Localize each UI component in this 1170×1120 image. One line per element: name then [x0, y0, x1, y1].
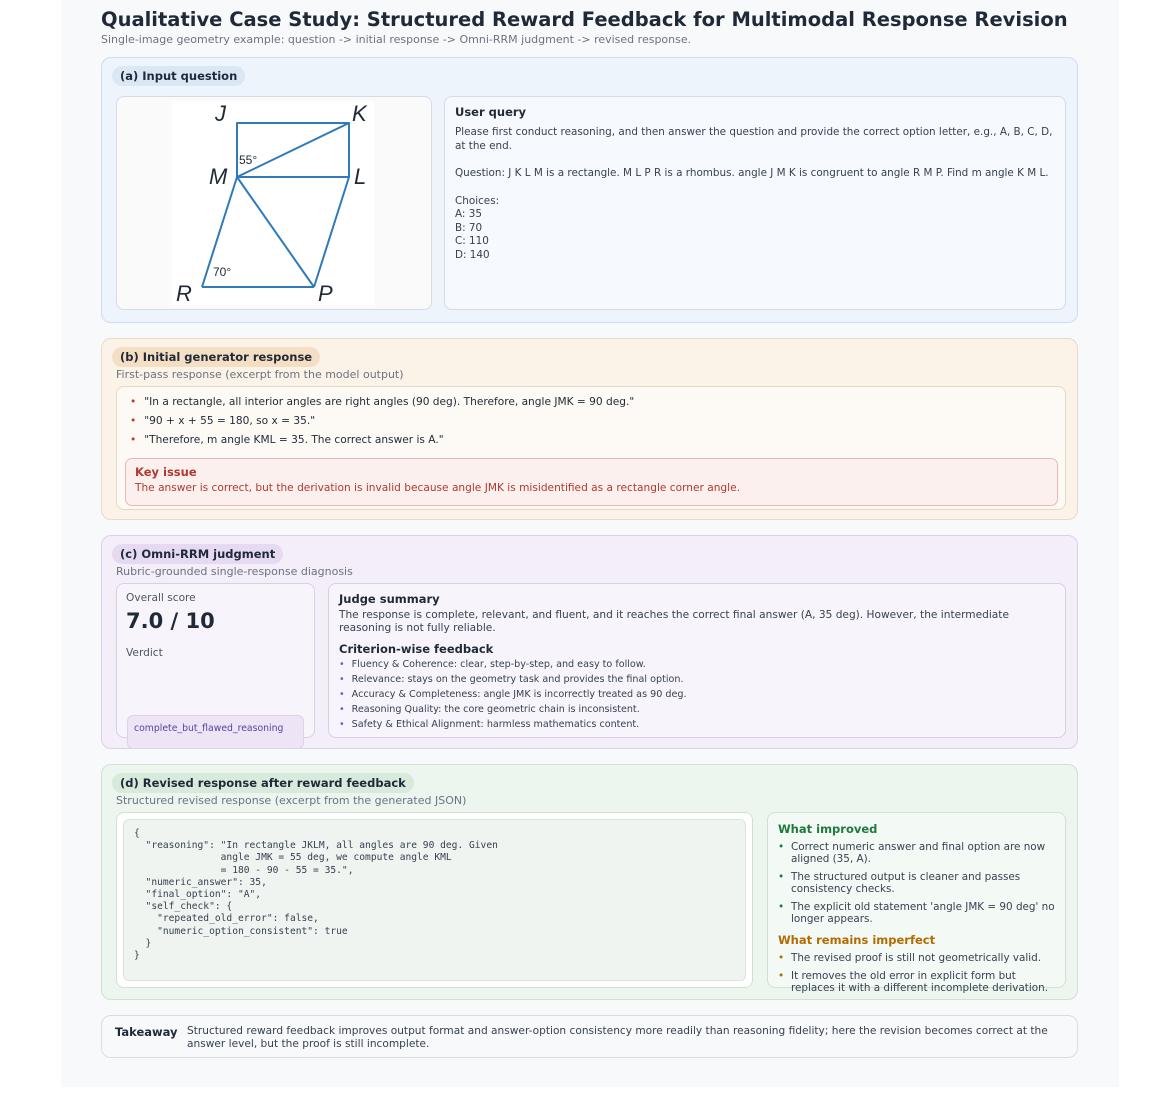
bullet-dot: • [778, 841, 785, 853]
response-bullet [130, 396, 634, 408]
section-subtitle: Rubric-grounded single-response diagnosis [116, 565, 353, 578]
key-issue-box [125, 458, 1058, 506]
section-input-question [101, 57, 1078, 323]
page-subtitle: Single-image geometry example: question -> initial response -> Omni-RRM judgment -> revised response. [101, 33, 692, 46]
criterion-item [339, 657, 1055, 672]
bullet-dot: • [778, 952, 785, 965]
criterion-text: Relevance: stays on the geometry task and provides the final option. [351, 673, 684, 685]
judge-summary-heading: Judge summary [339, 592, 440, 606]
bullet-dot: • [130, 396, 137, 408]
imperfect-item [778, 970, 1055, 995]
geometry-figure [172, 101, 374, 305]
key-issue-text: The answer is correct, but the derivation is invalid because angle JMK is misidentified as a rectangle corner angle. [135, 482, 740, 494]
vertex-label-p: P [318, 281, 333, 306]
section-label: (a) Input question [112, 66, 245, 86]
geometry-diagram [172, 101, 374, 305]
improved-text: The explicit old statement 'angle JMK = 90 deg' no longer appears. [791, 900, 1055, 926]
bullet-dot: • [339, 703, 345, 715]
vertex-label-m: M [209, 164, 228, 189]
angle-label-r: 70° [213, 265, 232, 279]
improved-text: Correct numeric answer and final option are now aligned (35, A). [791, 841, 1046, 866]
verdict-badge: complete_but_flawed_reasoning [127, 715, 304, 749]
bullet-text: "Therefore, m angle KML = 35. The correct answer is A." [144, 434, 444, 446]
criterion-item [339, 672, 1055, 687]
vertex-label-k: K [352, 101, 367, 126]
user-query-heading: User query [455, 105, 527, 119]
bullet-dot: • [778, 900, 785, 913]
segment-mk [237, 123, 349, 177]
code-block [123, 819, 746, 981]
section-label: (b) Initial generator response [112, 347, 320, 367]
query-question: Question: J K L M is a rectangle. M L P R is a rhombus. angle J M K is congruent to angle R M P. Find m angle K M L. [455, 167, 1049, 179]
bullet-dot: • [778, 969, 785, 982]
score-card [116, 583, 315, 738]
user-query-card [444, 96, 1066, 310]
improved-item [778, 901, 1055, 926]
page-title: Qualitative Case Study: Structured Reward Feedback for Multimodal Response Revision [101, 8, 1068, 31]
criteria-list [339, 657, 1055, 732]
criteria-heading: Criterion-wise feedback [339, 641, 494, 656]
vertex-label-r: R [176, 281, 192, 306]
criterion-text: Accuracy & Completeness: angle JMK is incorrectly treated as 90 deg. [351, 688, 687, 700]
angle-label-jmk: 55° [239, 153, 258, 167]
overall-score-value: 7.0 / 10 [126, 609, 215, 633]
revised-json-card [116, 812, 753, 988]
overall-score-label: Overall score [126, 592, 196, 604]
choice-b: B: 70 [455, 221, 483, 234]
bullet-dot: • [339, 688, 345, 700]
verdict-label: Verdict [126, 647, 163, 659]
improvement-card [767, 812, 1066, 995]
segment-pl [314, 177, 349, 287]
bullet-dot: • [339, 658, 345, 670]
takeaway-box [101, 1015, 1078, 1058]
choices-label: Choices: [455, 194, 500, 207]
criterion-text: Safety & Ethical Alignment: harmless mathematics content. [351, 718, 640, 730]
bullet-text: "90 + x + 55 = 180, so x = 35." [144, 415, 316, 427]
bullet-dot: • [339, 718, 345, 730]
improved-item [778, 871, 1055, 896]
takeaway-label: Takeaway [115, 1025, 178, 1039]
bullet-dot: • [778, 870, 785, 883]
initial-response-card [116, 386, 1066, 510]
response-bullet [130, 415, 315, 427]
response-bullet [130, 434, 444, 446]
criterion-item [339, 717, 1055, 732]
choice-c: C: 110 [455, 235, 489, 247]
judge-summary-card [328, 583, 1066, 738]
judge-summary-text: The response is complete, relevant, and fluent, and it reaches the correct final answer (A, 35 deg). However, the intermediate reasoning is not fully reliable. [339, 609, 1009, 634]
section-initial-response [101, 338, 1078, 520]
takeaway-text: Structured reward feedback improves output format and answer-option consistency more readily than reasoning fidelity; here the revision becomes correct at the answer level, but the proof is still incomplete. [187, 1025, 1048, 1050]
imperfect-heading: What remains imperfect [778, 933, 936, 948]
section-judgment [101, 535, 1078, 749]
section-label: (d) Revised response after reward feedback [112, 773, 414, 793]
bullet-dot: • [130, 415, 137, 427]
bullet-dot: • [130, 434, 137, 446]
imperfect-item [778, 952, 1055, 964]
imperfect-text: It removes the old error in explicit form but replaces it with a different incomplete derivation. [791, 969, 1049, 995]
figure-page [61, 0, 1119, 1087]
bullet-text: "In a rectangle, all interior angles are right angles (90 deg). Therefore, angle JMK = 90 deg." [144, 396, 635, 408]
vertex-label-l: L [354, 164, 367, 189]
improved-text: The structured output is cleaner and passes consistency checks. [791, 870, 1021, 896]
imperfect-text: The revised proof is still not geometrically valid. [791, 952, 1042, 965]
query-instruction: Please first conduct reasoning, and then answer the question and provide the correct option letter, e.g., A, B, C, D, at the end. [455, 126, 1053, 152]
section-subtitle: Structured revised response (excerpt from the generated JSON) [116, 794, 467, 807]
geometry-figure-card [116, 96, 432, 310]
section-revised-response [101, 764, 1078, 1000]
key-issue-heading: Key issue [135, 465, 197, 479]
criterion-text: Fluency & Coherence: clear, step-by-step, and easy to follow. [351, 658, 646, 670]
choice-d: D: 140 [455, 248, 490, 261]
bullet-dot: • [339, 673, 345, 685]
revised-json-code: { "reasoning": "In rectangle JKLM, all angles are 90 deg. Given angle JMK = 55 deg, we compute angle KML = 180 - 90 - 55 = 35.", "numeric_answer": 35, "final_option": "A", "self_check": { "repeated_old_error": false, "numeric_option_consistent": true } } [134, 828, 498, 962]
vertex-label-j: J [215, 101, 226, 126]
improved-heading: What improved [778, 822, 878, 836]
section-label: (c) Omni-RRM judgment [112, 544, 283, 564]
criterion-item [339, 702, 1055, 717]
criterion-text: Reasoning Quality: the core geometric chain is inconsistent. [351, 703, 640, 715]
improved-item [778, 841, 1055, 866]
criterion-item [339, 687, 1055, 702]
segment-mp [237, 177, 314, 287]
section-subtitle: First-pass response (excerpt from the model output) [116, 368, 404, 381]
choice-a: A: 35 [455, 208, 482, 220]
